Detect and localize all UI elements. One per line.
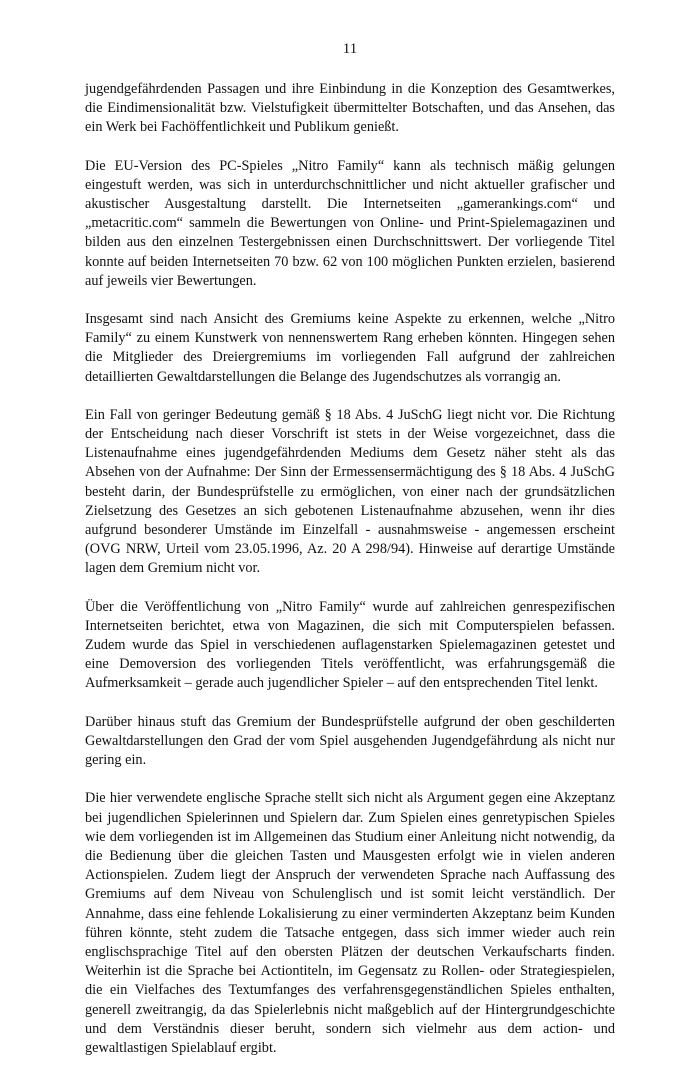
paragraph-2: Die EU-Version des PC-Spieles „Nitro Family“ kann als technisch mäßig gelungen eingestuft werden, was sich in unterdurchschnittlicher und nicht aktueller grafischer und akustischer Ausgestaltung darstellt. Die Internetseiten „gamerankings.com“ und „metacritic.com“ sammeln die Bewertungen von Online- und Print-Spielemagazinen und bilden aus den einzelnen Testergebnissen einen Durchschnittswert. Der vorliegende Titel konnte auf beiden Internetseiten 70 bzw. 62 von 100 möglichen Punkten erzielen, basierend auf jeweils vier Bewertungen. [85,157,615,289]
paragraph-5: Über die Veröffentlichung von „Nitro Family“ wurde auf zahlreichen genrespezifischen Internetseiten berichtet, etwa von Magazinen, die sich mit Computerspielen befassen. Zudem wurde das Spiel in verschiedenen auflagenstarken Spielemagazinen getestet und eine Demoversion des vorliegenden Titels veröffentlicht, was erfahrungsgemäß die Aufmerksamkeit – gerade auch jugendlicher Spieler – auf den entsprechenden Titel lenkt. [85,598,615,692]
paragraph-1: jugendgefährdenden Passagen und ihre Einbindung in die Konzeption des Gesamtwerkes, die Eindimensionalität bzw. Vielstufigkeit übermittelter Botschaften, und das Ansehen, das ein Werk bei Fachöffentlichkeit und Publikum genießt. [85,81,615,136]
paragraph-3: Insgesamt sind nach Ansicht des Gremiums keine Aspekte zu erkennen, welche „Nitro Family“ zu einem Kunstwerk von nennenswertem Rang erheben könnten. Hingegen sehen die Mitglieder des Dreiergremiums im vorliegenden Fall aufgrund der zahlreichen detaillierten Gewaltdarstellungen die Belange des Jugendschutzes als vorrangig an. [85,311,615,385]
paragraph-7: Die hier verwendete englische Sprache stellt sich nicht als Argument gegen eine Akzeptanz bei jugendlichen Spielerinnen und Spielern dar. Zum Spielen eines genretypischen Spieles wie dem vorliegenden ist im Allgemeinen das Studium einer Anleitung nicht notwendig, da die Bedienung über die gleichen Tasten und Mausgesten erfolgt wie in vielen anderen Actionspielen. Zudem liegt der Anspruch der verwendeten Sprache nach Auffassung des Gremiums auf dem Niveau von Schulenglisch und ist somit leicht verständlich. Der Annahme, dass eine fehlende Lokalisierung zu einer verminderten Akzeptanz beim Kunden führen könnte, steht zudem die Tatsache entgegen, dass sich immer wieder auch rein englischsprachige Titel auf den obersten Plätzen der deutschen Verkaufscharts finden. Weiterhin ist die Sprache bei Actiontiteln, im Gegensatz zu Rollen- oder Strategiespielen, die ein Vielfaches des Textumfanges des verfahrensgegenständlichen Spieles enthalten, generell zweitrangig, da das Spielerlebnis nicht maßgeblich auf der Hintergrundgeschichte und dem Verständnis dieser beruht, sondern sich vielmehr aus dem action- und gewaltlastigen Spielablauf ergibt. [85,790,615,1056]
paragraph-6: Darüber hinaus stuft das Gremium der Bundesprüfstelle aufgrund der oben geschilderten Gewaltdarstellungen den Grad der vom Spiel ausgehenden Jugendgefährdung als nicht nur gering ein. [85,713,615,769]
paragraph-4: Ein Fall von geringer Bedeutung gemäß § 18 Abs. 4 JuSchG liegt nicht vor. Die Richtung der Entscheidung nach dieser Vorschrift ist stets in der Weise vorgezeichnet, dass die Listenaufnahme eines jugendgefährdenden Mediums dem Gesetz näher steht als das Absehen von der Aufnahme: Der Sinn der Ermessensermächtigung des § 18 Abs. 4 JuSchG besteht darin, der Bundesprüfstelle zu ermöglichen, von einer nach der grundsätzlichen Zielsetzung des Gesetzes an sich gebotenen Listenaufnahme abzusehen, wenn ihr dies aufgrund besonderer Umstände im Einzelfall - ausnahmsweise - angemessen erscheint (OVG NRW, Urteil vom 23.05.1996, Az. 20 A 298/94). Hinweise auf derartige Umstände lagen dem Gremium nicht vor. [85,406,615,577]
document-body [85,80,615,1077]
page-number: 11 [342,41,358,57]
